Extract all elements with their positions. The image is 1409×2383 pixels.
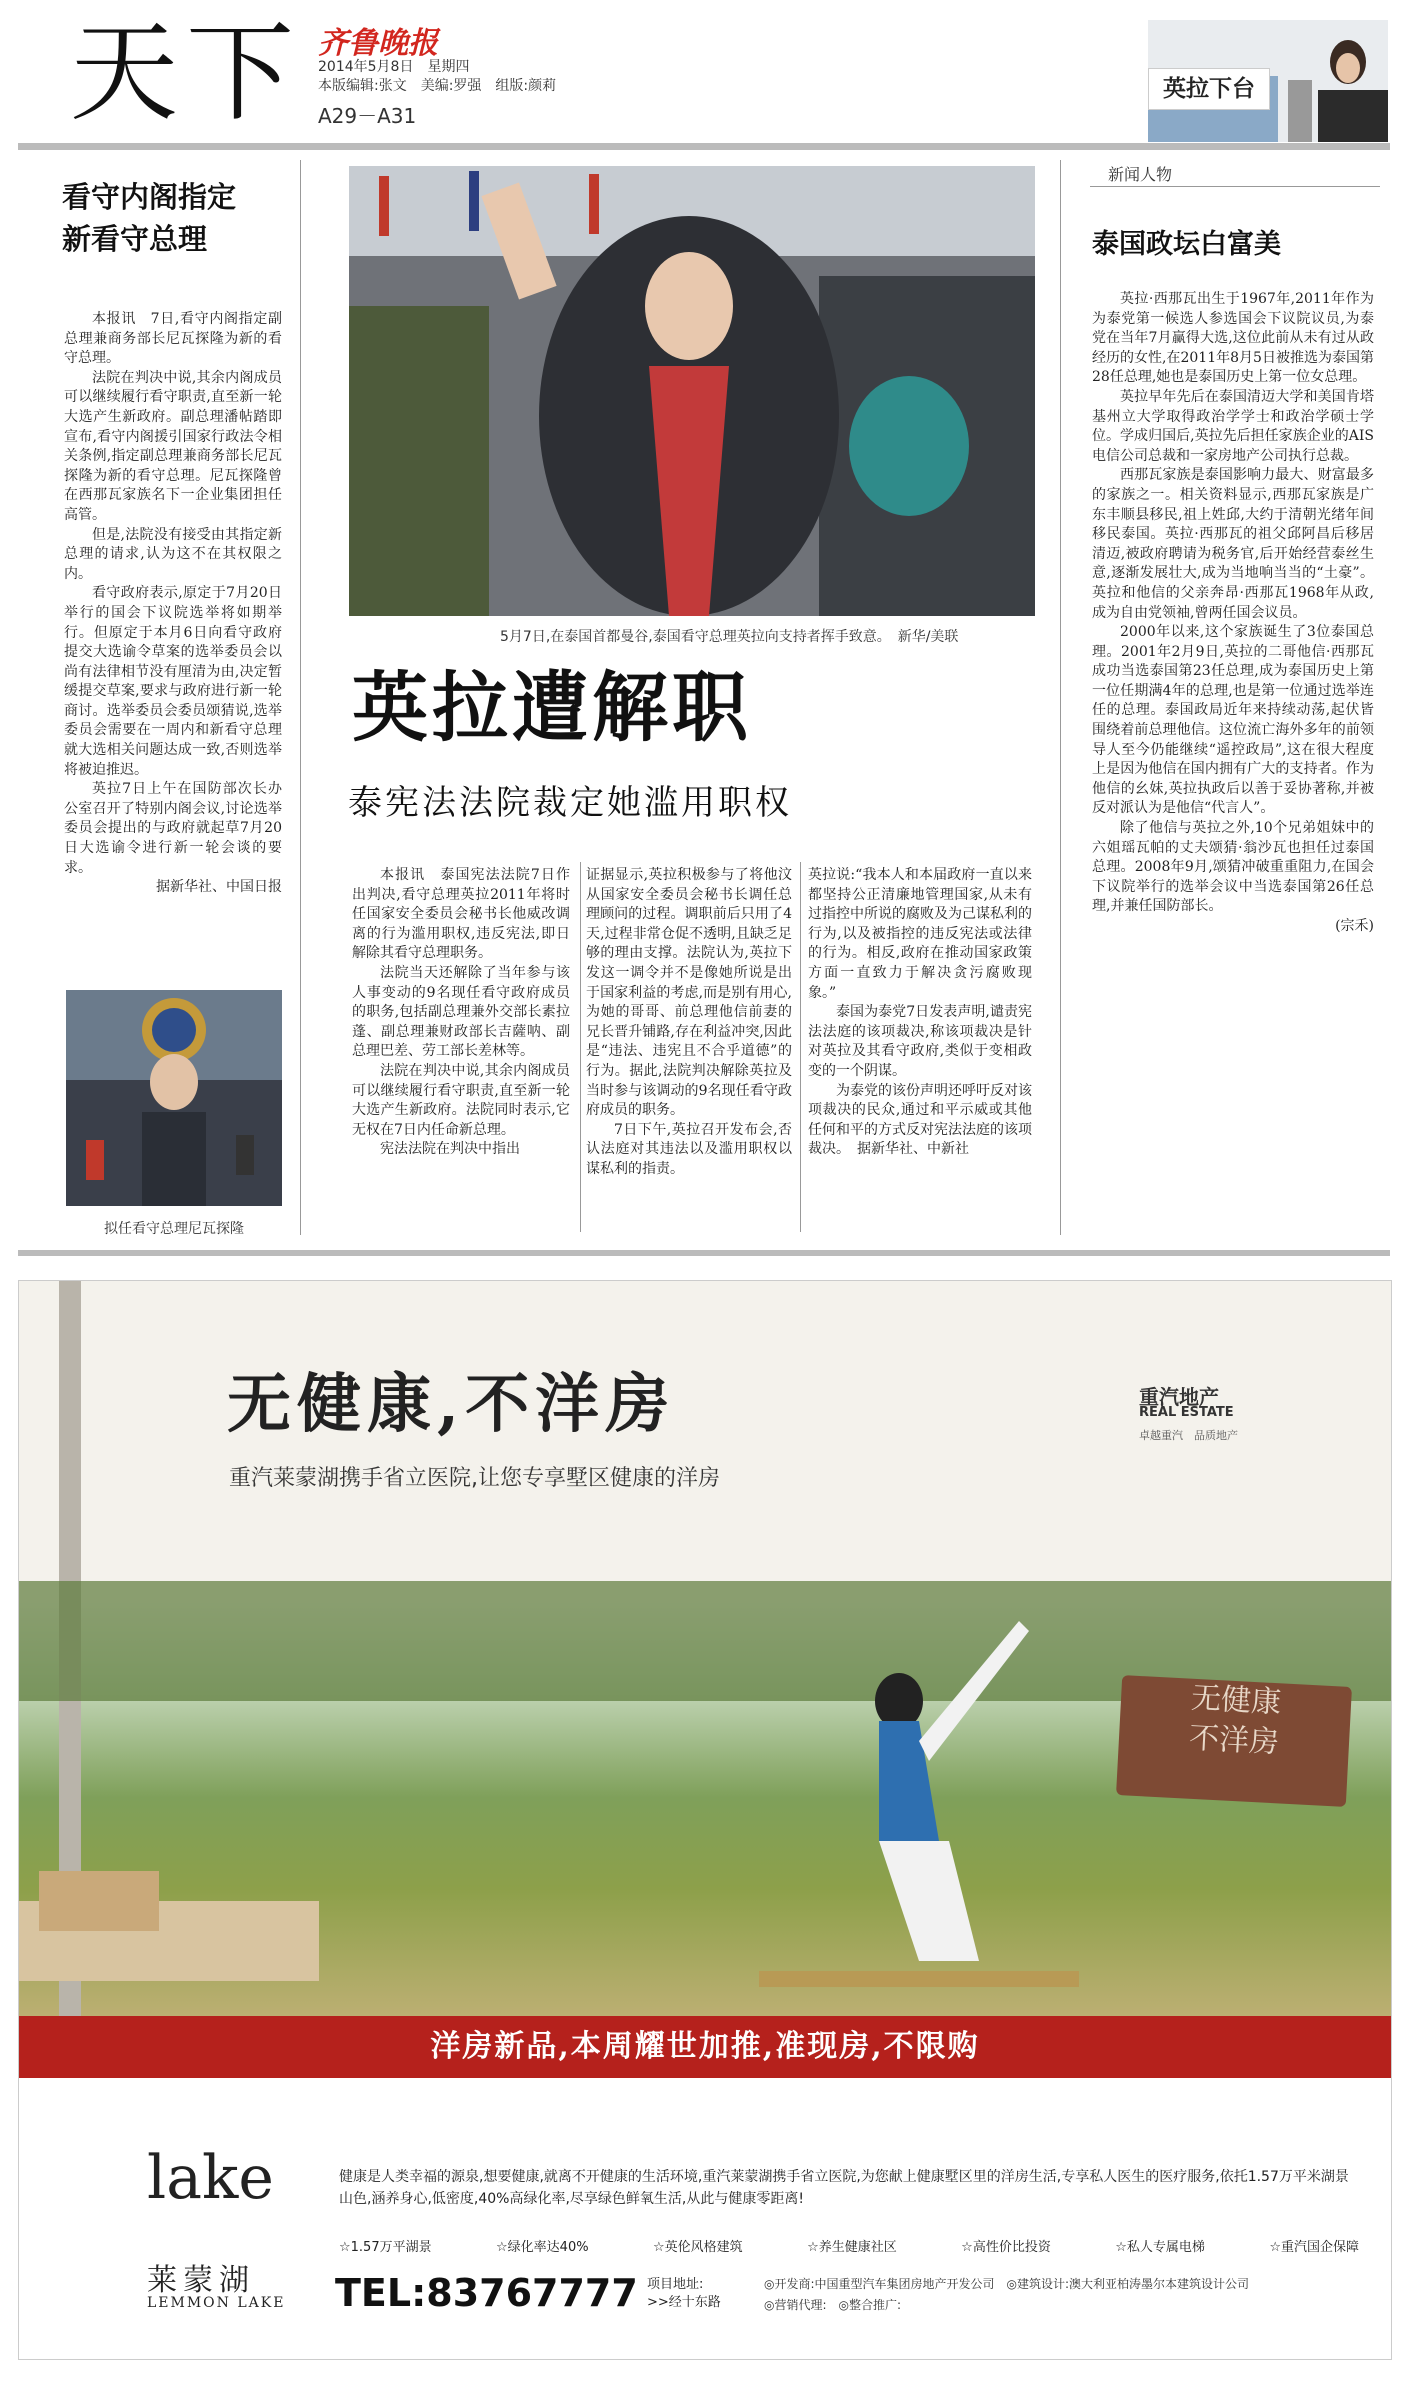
main-photo <box>349 166 1035 616</box>
ad-hero-image <box>19 1281 1391 2041</box>
section-title: 天下 <box>70 11 303 136</box>
ad-credits: ◎开发商:中国重型汽车集团房地产开发公司 ◎建筑设计:澳大利亚柏涛墨尔本建筑设计公司 ◎营销代理: ◎整合推广: <box>764 2277 1250 2312</box>
news-person-label: 新闻人物 <box>1108 165 1173 184</box>
main-photo-caption: 5月7日,在泰国首都曼谷,泰国看守总理英拉向支持者挥手致意。 新华/美联 <box>500 629 959 645</box>
left-story-body: 本报讯 7日,看守内阁指定副总理兼商务部长尼瓦探隆为新的看守总理。 法院在判决中说,其余内阁成员可以继续履行看守职责,直至新一轮大选产生新政府。副总理潘帖踏即宣布,看守内阁援引国家行政法令相关条例,指定副总理兼商务部长尼瓦探隆为新的看守总理。尼瓦探隆曾在西那瓦家族名下一企业集团担任高管。 但是,法院没有接受由其指定新总理的请求,认为这不在其权限之内。 看守政府表示,原定于7月20日举行的国会下议院选举将如期举行。但原定于本月6日向看守政府提交大选谕令草案的选举委员会以尚有法律相节没有厘清为由,决定暂缓提交草案,要求与政府进行新一轮商讨。选举委员会委员颂猜说,选举委员会需要在一周内和新看守总理就大选相关问题达成一致,否则选举将被迫推迟。 英拉7日上午在国防部次长办公室召开了特别内阁会议,讨论选举委员会提出的与政府就起草7月20日大选谕令进行新一轮会谈的要求。 据新华社、中国日报 <box>64 311 282 896</box>
date-line: 2014年5月8日 星期四 <box>318 59 470 75</box>
topic-tag: 英拉下台 <box>1148 68 1270 110</box>
section-rule <box>18 1250 1390 1256</box>
left-story-title: 看守内阁指定 新看守总理 <box>62 180 237 256</box>
issue-meta <box>318 58 556 96</box>
feature-item: ☆重汽国企保障 <box>1269 2240 1359 2255</box>
lake-logo-cn: 莱蒙湖 <box>147 2263 255 2298</box>
developer-logo: 重汽地产 <box>1139 1385 1219 1409</box>
ad-address: 项目地址: >>经十东路 <box>647 2277 721 2310</box>
feature-item: ☆绿化率达40% <box>496 2240 589 2255</box>
header-rule <box>18 143 1390 150</box>
niwatthamrong-photo <box>66 990 282 1206</box>
feature-item: ☆英伦风格建筑 <box>653 2240 743 2255</box>
editors-line: 本版编辑:张文 美编:罗强 组版:颜莉 <box>318 78 557 94</box>
real-estate-ad <box>18 1280 1392 2360</box>
column-divider <box>1060 160 1061 1235</box>
ad-body-text: 健康是人类幸福的源泉,想要健康,就离不开健康的生活环境,重汽莱蒙湖携手省立医院,为您献上健康墅区里的洋房生活,专享私人医生的医疗服务,依托1.57万平米湖景山色,涵养身心,低密度,40%高绿化率,尽享绿色鲜氧生活,从此与健康零距离! <box>339 2169 1349 2207</box>
right-story-body: 英拉·西那瓦出生于1967年,2011年作为为泰党第一候选人参选国会下议院议员,为泰党在当年7月赢得大选,这位此前从未有过从政经历的女性,在2011年8月5日被推选为泰国第28任总理,她也是泰国历史上第一位女总理。 英拉早年先后在泰国清迈大学和美国肯塔基州立大学取得政治学学士和政治学硕士学位。学成归国后,英拉先后担任家族企业的AIS电信公司总裁和一家房地产公司执行总裁。 西那瓦家族是泰国影响力最大、财富最多的家族之一。相关资料显示,西那瓦家族是广东丰顺县移民,祖上姓邱,大约于清朝光绪年间移民泰国。英拉·西那瓦的祖父邱阿昌后移居清迈,被政府聘请为税务官,后开始经营泰丝生意,逐渐发展壮大,成为当地响当当的“土豪”。英拉和他信的父亲奔昂·西那瓦1968年从政,成为自由党领袖,曾两任国会议员。 2000年以来,这个家族诞生了3位泰国总理。2001年2月9日,英拉的二哥他信·西那瓦成功当选泰国第23任总理,成为泰国历史上第一位任期满4年的总理,也是第一位通过选举连任的总理。泰国政局近年来持续动荡,起伏皆围绕着前总理他信。这位流亡海外多年的前领导人至今仍能继续“遥控政局”,这在很大程度上是因为他信在国内拥有广大的支持者。作为他信的幺妹,英拉执政后以善于妥协著称,并被反对派认为是他信“代言人”。 除了他信与英拉之外,10个兄弟姐妹中的六姐瑶瓦帕的丈夫颂猜·翁沙瓦也担任过泰国总理。2008年9月,颂猜冲破重重阻力,在国会下议院举行的选举会议中当选泰国第26任总理,并兼任国防部长。 (宗禾) <box>1092 291 1374 934</box>
ad-features <box>339 2236 1359 2255</box>
ad-phone: TEL:83767777 <box>335 2271 638 2315</box>
main-story-col3: 英拉说:“我本人和本届政府一直以来都坚持公正清廉地管理国家,从未有过指控中所说的腐败及为己谋私利的行为,以及被指控的违反宪法或法律的行为。相反,政府在推动国家政策方面一直致力于解决贪污腐败现象。” 泰国为泰党7日发表声明,谴责宪法法庭的该项裁决,称该项裁决是针对英拉及其看守政府,类似于变相政变的一个阴谋。 为泰党的该份声明还呼吁反对该项裁决的民众,通过和平示威或其他任何和平的方式反对宪法法庭的该项裁决。 据新华社、中新社 <box>808 867 1032 1158</box>
developer-tagline: 卓越重汽 品质地产 <box>1139 1429 1238 1442</box>
ad-title: 无健康,不洋房 <box>227 1367 676 1442</box>
ad-promo-banner: 洋房新品,本周耀世加推,准现房,不限购 <box>19 2016 1391 2078</box>
feature-item: ☆1.57万平湖景 <box>339 2240 432 2255</box>
label-rule <box>1090 186 1380 187</box>
developer-logo-en: REAL ESTATE <box>1139 1405 1234 1420</box>
column-divider <box>300 160 301 1235</box>
main-headline: 英拉遭解职 <box>352 663 752 752</box>
lake-logo-en: LEMMON LAKE <box>147 2295 286 2311</box>
feature-item: ☆私人专属电梯 <box>1115 2240 1205 2255</box>
paper-name: 齐鲁晚报 <box>318 26 438 61</box>
page-range: A29－A31 <box>318 104 417 128</box>
main-story-col2: 证据显示,英拉积极参与了将他汶从国家安全委员会秘书长调任总理顾问的过程。调职前后只用了4天,过程非常仓促不透明,且缺乏足够的理由支撑。法院认为,英拉下发这一调令并不是像她所说是出于国家利益的考虑,而是别有用心,为她的哥哥、前总理他信前妻的兄长晋升铺路,存在利益冲突,因此是“违法、违宪且不合乎道德”的行为。据此,法院判决解除英拉及当时参与该调动的9名现任看守政府成员的职务。 7日下午,英拉召开发布会,否认法庭对其违法以及滥用职权以谋私利的指责。 <box>586 867 792 1177</box>
wooden-sign: 无健康 不洋房 <box>1116 1675 1352 1807</box>
column-divider <box>800 862 801 1232</box>
column-divider <box>580 862 581 1232</box>
main-story-col1: 本报讯 泰国宪法法院7日作出判决,看守总理英拉2011年将时任国家安全委员会秘书长他威改调离的行为滥用职权,违反宪法,即日解除其看守总理职务。 法院当天还解除了当年参与该人事变动的9名现任看守政府成员的职务,包括副总理兼外交部长素拉蓬、副总理兼财政部长吉薩呐、副总理巴差、劳工部长差林等。 法院在判决中说,其余内阁成员可以继续履行看守职责,直至新一轮大选产生新政府。法院同时表示,它无权在7日内任命新总理。 宪法法院在判决中指出 <box>352 867 570 1158</box>
feature-item: ☆养生健康社区 <box>807 2240 897 2255</box>
ad-subtitle: 重汽莱蒙湖携手省立医院,让您专享墅区健康的洋房 <box>229 1466 720 1491</box>
lake-logo: lake <box>147 2143 274 2213</box>
main-subheadline: 泰宪法法院裁定她滥用职权 <box>348 783 792 823</box>
right-story-title: 泰国政坛白富美 <box>1092 229 1281 260</box>
left-photo-caption: 拟任看守总理尼瓦探隆 <box>104 1221 244 1237</box>
feature-item: ☆高性价比投资 <box>961 2240 1051 2255</box>
